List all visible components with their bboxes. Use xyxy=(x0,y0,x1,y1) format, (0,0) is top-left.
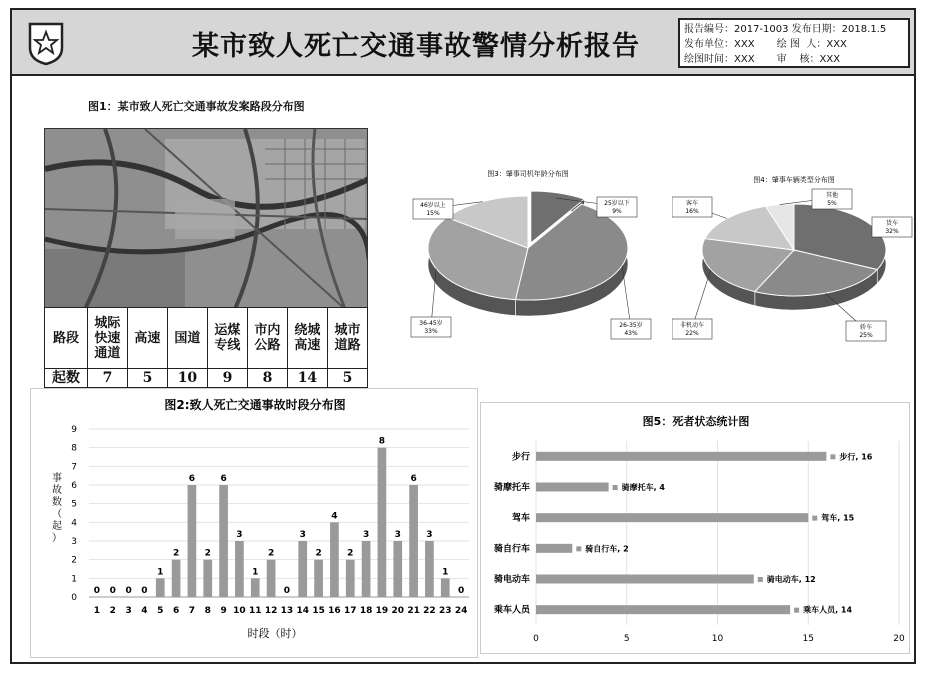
fig2-ytick: 5 xyxy=(71,499,77,510)
fig3-title: 图3：肇事司机年龄分布图 xyxy=(487,170,569,178)
fig2-data-label: 0 xyxy=(457,586,465,596)
fig5-data-label: 骑自行车, 2 xyxy=(585,544,629,554)
road-section-table xyxy=(44,307,368,388)
road-count-2: 10 xyxy=(167,369,207,388)
fig2-xtick: 17 xyxy=(343,606,357,616)
road-col-label-line: 城际 xyxy=(94,315,121,331)
road-count-3: 9 xyxy=(207,369,247,388)
fig4-slice-label: 客车 xyxy=(685,200,699,207)
fig3-slice-value: 9% xyxy=(612,208,622,215)
report-meta-box xyxy=(678,18,910,68)
fig2-bar xyxy=(188,485,197,597)
road-count-label: 起数 xyxy=(45,369,88,388)
fig4-slice-label: 其他 xyxy=(825,192,839,199)
fig2-bar xyxy=(441,578,450,597)
fig4-slice-value: 16% xyxy=(685,208,699,215)
fig2-data-label: 4 xyxy=(331,511,338,522)
fig5-bar xyxy=(536,452,826,461)
fig2-xtick: 16 xyxy=(328,606,341,616)
road-count-6: 5 xyxy=(327,369,367,388)
fig2-xlabel: 时段（时） xyxy=(247,627,303,640)
meta-line-1: 报告编号：2017-1003 发布日期：2018.1.5 xyxy=(684,24,887,35)
road-col-label-line: 快速 xyxy=(94,330,121,346)
road-col-3 xyxy=(207,308,247,369)
road-col-label-line: 高速 xyxy=(294,338,321,353)
fig2-xtick: 6 xyxy=(172,606,180,616)
fig4-slice-value: 22% xyxy=(685,330,699,337)
fig2-panel xyxy=(30,388,478,658)
fig5-category-label: 乘车人员 xyxy=(493,605,530,616)
fig5-category-label: 骑摩托车 xyxy=(493,483,530,493)
fig2-bar xyxy=(346,560,355,597)
fig5-data-label: 驾车, 15 xyxy=(821,513,855,523)
fig2-xtick: 13 xyxy=(280,606,294,616)
fig5-data-label: 步行, 16 xyxy=(839,452,873,462)
fig2-data-label: 2 xyxy=(315,548,322,559)
fig5-bar xyxy=(536,605,790,614)
fig2-data-label: 0 xyxy=(283,586,291,596)
road-col-4 xyxy=(247,308,287,369)
fig5-category-label: 步行 xyxy=(511,452,530,463)
fig5-label-key xyxy=(758,577,763,582)
fig2-data-label: 8 xyxy=(378,436,386,447)
fig2-data-label: 0 xyxy=(93,586,101,596)
fig2-data-label: 3 xyxy=(299,530,306,540)
fig2-ytick: 2 xyxy=(71,555,77,566)
fig2-xtick: 1 xyxy=(93,606,101,616)
road-map-image xyxy=(44,128,368,308)
fig5-label-key xyxy=(830,454,835,459)
fig2-bar xyxy=(172,560,181,597)
fig2-data-label: 1 xyxy=(442,567,449,578)
fig2-bar xyxy=(409,485,418,597)
fig5-category-label: 驾车 xyxy=(511,513,530,524)
fig2-bar xyxy=(425,541,434,597)
map-illustration xyxy=(45,129,368,308)
road-count-4: 8 xyxy=(247,369,287,388)
fig2-ylabel-char: 起 xyxy=(52,521,62,532)
fig2-data-label: 0 xyxy=(141,586,148,596)
fig5-data-label: 骑摩托车, 4 xyxy=(621,483,665,492)
fig2-data-label: 0 xyxy=(109,586,116,596)
fig5-xtick: 15 xyxy=(802,634,814,644)
fig2-data-label: 6 xyxy=(220,474,227,484)
fig2-xtick: 9 xyxy=(220,606,227,616)
meta-line-2: 发布单位：XXX 绘 图 人：XXX xyxy=(684,39,847,50)
fig5-category-label: 骑电动车 xyxy=(493,575,530,585)
fig4-slice-value: 32% xyxy=(885,228,899,235)
fig2-hourly-bar-chart xyxy=(31,389,479,659)
road-header-label: 路段 xyxy=(45,308,88,369)
fig2-xtick: 2 xyxy=(109,606,116,616)
fig2-xtick: 19 xyxy=(375,606,389,616)
road-col-1 xyxy=(127,308,167,369)
fig2-bar xyxy=(298,541,307,597)
fig4-slice-label: 非机动车 xyxy=(679,322,705,329)
fig5-xtick: 20 xyxy=(893,634,905,644)
road-col-label-line: 城市 xyxy=(334,323,361,338)
fig2-data-label: 3 xyxy=(426,530,433,540)
fig2-xtick: 22 xyxy=(423,606,436,616)
fig2-data-label: 6 xyxy=(410,474,417,484)
fig5-xtick: 0 xyxy=(533,634,539,644)
road-col-0 xyxy=(87,308,127,369)
fig2-xtick: 14 xyxy=(296,606,310,616)
fig2-xtick: 20 xyxy=(391,606,405,616)
fig3-leader-line xyxy=(622,266,631,328)
fig5-bar xyxy=(536,544,572,553)
report-header xyxy=(10,8,916,76)
fig3-slice-value: 15% xyxy=(426,210,440,217)
fig2-data-label: 1 xyxy=(252,567,259,578)
fig2-data-label: 0 xyxy=(125,586,132,596)
road-col-5 xyxy=(287,308,327,369)
fig2-xtick: 15 xyxy=(312,606,325,616)
fig2-data-label: 2 xyxy=(347,548,354,559)
fig3-driver-age-pie xyxy=(395,160,665,350)
fig4-title: 图4：肇事车辆类型分布图 xyxy=(753,176,835,184)
fig5-label-key xyxy=(812,516,817,521)
fig3-slice-label: 46岁以上 xyxy=(420,202,446,209)
fig2-bar xyxy=(251,578,260,597)
road-col-2 xyxy=(167,308,207,369)
fig4-slice-value: 5% xyxy=(827,200,837,207)
fig2-data-label: 1 xyxy=(157,567,164,578)
fig5-xtick: 10 xyxy=(711,634,724,644)
fig2-data-label: 2 xyxy=(172,548,180,559)
fig2-ytick: 0 xyxy=(71,593,77,603)
road-col-label-line: 国道 xyxy=(174,330,201,346)
fig2-xtick: 8 xyxy=(204,606,211,616)
fig2-xtick: 10 xyxy=(233,606,246,616)
fig2-xtick: 11 xyxy=(248,606,262,616)
fig2-ytick: 4 xyxy=(71,518,77,529)
fig2-bar xyxy=(330,522,339,597)
fig2-data-label: 3 xyxy=(362,530,370,540)
fig2-bar xyxy=(378,448,387,597)
fig2-ytick: 1 xyxy=(71,574,77,585)
road-count-5: 14 xyxy=(287,369,327,388)
report-title: 某市致人死亡交通事故警情分析报告 xyxy=(192,31,640,62)
fig5-xtick: 5 xyxy=(623,634,630,644)
fig2-ytick: 3 xyxy=(71,537,77,547)
road-col-label-line: 绕城 xyxy=(294,323,321,338)
fig2-xtick: 5 xyxy=(157,606,164,616)
fig5-title: 图5：死者状态统计图 xyxy=(642,415,750,428)
fig2-bar xyxy=(267,560,276,597)
road-col-label-line: 道路 xyxy=(334,338,361,353)
fig5-label-key xyxy=(794,608,799,613)
fig2-bar xyxy=(393,541,402,597)
fig4-vehicle-type-pie xyxy=(672,168,916,358)
fig2-ytick: 7 xyxy=(71,462,77,473)
road-count-1: 5 xyxy=(127,369,167,388)
fig5-bar xyxy=(536,513,808,522)
road-col-label-line: 通道 xyxy=(94,345,121,361)
fig2-ylabel-char: （ xyxy=(52,509,62,520)
fig2-ylabel-char: 事 xyxy=(52,473,62,484)
fig2-xtick: 21 xyxy=(407,606,420,616)
fig4-slice-label: 轿车 xyxy=(859,324,873,331)
fig5-data-label: 骑电动车, 12 xyxy=(766,575,816,584)
road-col-label-line: 运煤 xyxy=(214,323,241,338)
fig2-ytick: 9 xyxy=(71,425,77,435)
fig3-slice-label: 36-45岁 xyxy=(419,320,443,327)
fig2-xtick: 4 xyxy=(141,606,148,616)
fig5-category-label: 骑自行车 xyxy=(493,544,530,555)
fig2-xtick: 24 xyxy=(454,606,468,616)
fig2-ylabel-char: ） xyxy=(52,533,62,544)
fig2-data-label: 2 xyxy=(204,548,211,559)
fig4-slice-label: 货车 xyxy=(885,220,899,227)
fig2-xtick: 12 xyxy=(264,606,278,616)
fig5-victim-status-bar-chart xyxy=(481,403,911,655)
fig2-xtick: 18 xyxy=(359,606,373,616)
fig2-bar xyxy=(235,541,244,597)
fig5-label-key xyxy=(576,546,581,551)
road-col-label-line: 高速 xyxy=(134,330,161,346)
fig2-title: 图2:致人死亡交通事故时段分布图 xyxy=(164,398,346,412)
road-col-6 xyxy=(327,308,367,369)
meta-line-3: 绘图时间：XXX 审 核：XXX xyxy=(684,54,841,65)
road-col-label-line: 公路 xyxy=(254,338,281,353)
road-count-0: 7 xyxy=(87,369,127,388)
road-col-label-line: 专线 xyxy=(214,338,241,353)
fig2-data-label: 3 xyxy=(394,530,401,540)
road-col-label-line: 市内 xyxy=(254,323,281,338)
fig2-data-label: 2 xyxy=(267,548,275,559)
fig2-bar xyxy=(362,541,371,597)
fig2-xtick: 7 xyxy=(188,606,196,616)
fig1-title: 图1：某市致人死亡交通事故发案路段分布图 xyxy=(88,100,305,113)
fig2-xtick: 23 xyxy=(438,606,452,616)
fig2-bar xyxy=(156,578,165,597)
fig2-ytick: 8 xyxy=(71,443,77,454)
fig3-slice-value: 43% xyxy=(624,330,638,337)
fig2-xtick: 3 xyxy=(125,606,132,616)
police-badge-icon xyxy=(26,20,66,66)
fig5-bar xyxy=(536,575,754,584)
fig2-bar xyxy=(203,560,212,597)
fig5-data-label: 乘车人员, 14 xyxy=(803,605,853,615)
fig5-panel xyxy=(480,402,910,654)
fig2-data-label: 3 xyxy=(236,530,243,540)
fig2-bar xyxy=(314,560,323,597)
fig5-label-key xyxy=(613,485,618,490)
fig3-slice-label: 26-35岁 xyxy=(619,322,643,329)
fig4-slice-value: 25% xyxy=(859,332,873,339)
fig3-slice-label: 25岁以下 xyxy=(604,200,630,207)
fig2-bar xyxy=(219,485,228,597)
fig5-bar xyxy=(536,483,609,492)
fig3-slice-value: 33% xyxy=(424,328,438,335)
fig2-ytick: 6 xyxy=(71,481,77,491)
fig2-data-label: 6 xyxy=(188,474,196,484)
fig2-ylabel-char: 数 xyxy=(52,497,62,508)
fig2-ylabel-char: 故 xyxy=(52,485,62,496)
